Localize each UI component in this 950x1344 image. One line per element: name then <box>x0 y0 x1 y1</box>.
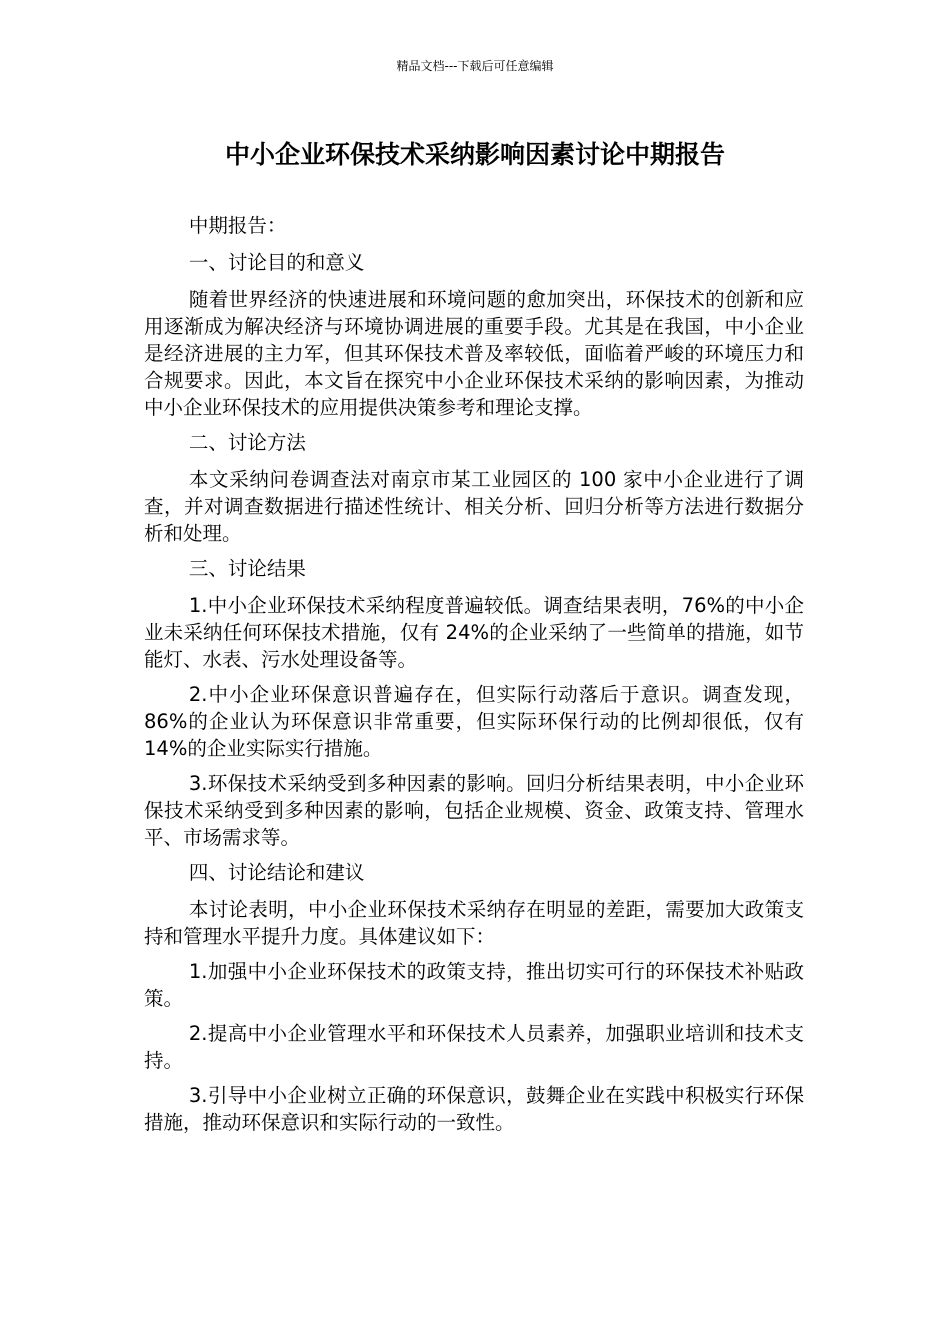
header-note: 精品文档---下载后可任意编辑 <box>396 59 554 73</box>
paragraph-result-3: 3.环保技术采纳受到多种因素的影响。回归分析结果表明，中小企业环保技术采纳受到多种因素的影响，包括企业规模、资金、政策支持、管理水平、市场需求等。 <box>144 772 804 849</box>
paragraph-method: 本文采纳问卷调查法对南京市某工业园区的 100 家中小企业进行了调查，并对调查数据进行描述性统计、相关分析、回归分析等方法进行数据分析和处理。 <box>144 468 804 545</box>
paragraph-result-2: 2.中小企业环保意识普遍存在，但实际行动落后于意识。调查发现，86%的企业认为环保意识非常重要，但实际环保行动的比例却很低，仅有 14%的企业实际实行措施。 <box>144 683 804 760</box>
section-heading-purpose: 一、讨论目的和意义 <box>188 251 365 274</box>
paragraph-conclusion: 本讨论表明，中小企业环保技术采纳存在明显的差距，需要加大政策支持和管理水平提升力度。具体建议如下： <box>144 898 804 948</box>
paragraph-result-1: 1.中小企业环保技术采纳程度普遍较低。调查结果表明，76%的中小企业未采纳任何环保技术措施，仅有 24%的企业采纳了一些简单的措施，如节能灯、水表、污水处理设备等。 <box>144 594 804 671</box>
paragraph-purpose: 随着世界经济的快速进展和环境问题的愈加突出，环保技术的创新和应用逐渐成为解决经济与环境协调进展的重要手段。尤其是在我国，中小企业是经济进展的主力军，但其环保技术普及率较低，面临着严峻的环境压力和合规要求。因此，本文旨在探究中小企业环保技术采纳的影响因素，为推动中小企业环保技术的应用提供决策参考和理论支撑。 <box>144 288 804 419</box>
paragraph-suggestion-3: 3.引导中小企业树立正确的环保意识，鼓舞企业在实践中积极实行环保措施，推动环保意识和实际行动的一致性。 <box>144 1084 804 1134</box>
section-heading-method: 二、讨论方法 <box>188 431 306 454</box>
paragraph-suggestion-1: 1.加强中小企业环保技术的政策支持，推出切实可行的环保技术补贴政策。 <box>144 960 804 1010</box>
section-heading-conclusion: 四、讨论结论和建议 <box>188 861 365 884</box>
paragraph-suggestion-2: 2.提高中小企业管理水平和环保技术人员素养，加强职业培训和技术支持。 <box>144 1022 804 1072</box>
document-body <box>144 212 804 1144</box>
report-label: 中期报告： <box>188 214 287 237</box>
section-heading-results: 三、讨论结果 <box>188 557 306 580</box>
document-title: 中小企业环保技术采纳影响因素讨论中期报告 <box>224 140 725 169</box>
